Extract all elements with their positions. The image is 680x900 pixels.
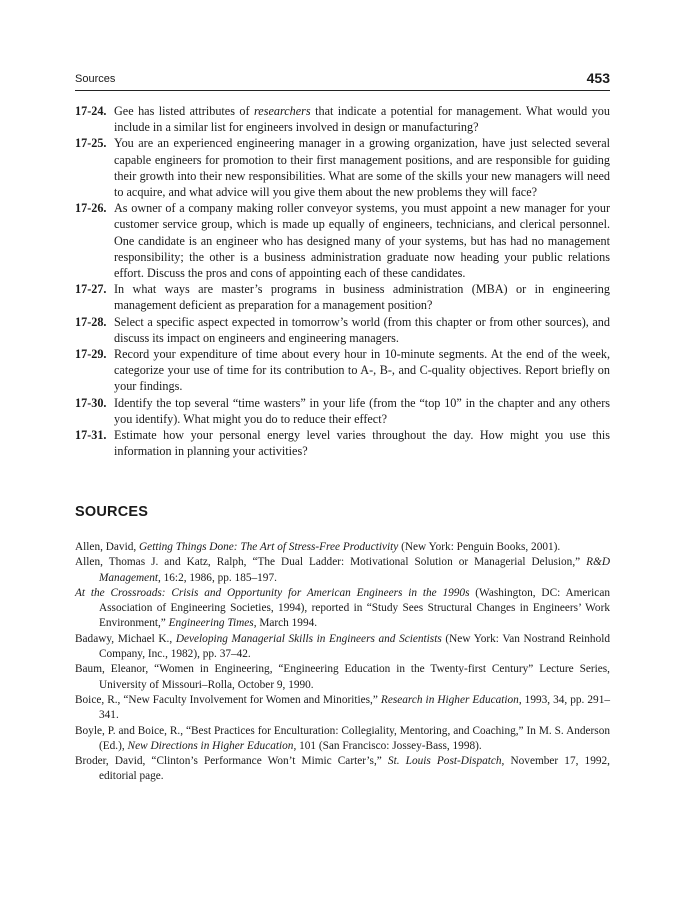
header-title: Sources xyxy=(75,73,116,85)
text-segment: Allen, Thomas J. and Katz, Ralph, “The Dual Ladder: Motivational Solution or Managerial Delusion,” xyxy=(75,556,587,569)
problem-item xyxy=(75,103,610,135)
running-header xyxy=(75,70,610,91)
text-segment: Select a specific aspect expected in tomorrow’s world (from this chapter or from other sources), and discuss its impact on engineers and engineering managers. xyxy=(114,314,610,345)
problem-item xyxy=(75,135,610,200)
problem-number: 17-27. xyxy=(75,282,107,297)
problem-text xyxy=(114,104,610,134)
text-segment: Baum, Eleanor, “Women in Engineering, “Engineering Education in the Twenty-first Century” Lecture Series, University of Missouri–Rolla, October 9, 1990. xyxy=(75,663,610,691)
problem-item xyxy=(75,314,610,346)
problem-text xyxy=(114,428,610,458)
source-entry xyxy=(75,693,610,724)
source-entry xyxy=(75,754,610,785)
problem-item xyxy=(75,346,610,395)
text-segment: (Washington, DC: American Association of Engineering Societies, 1994), reported in “Study Sees Structural Changes in Engineers’ Work Environment,” xyxy=(99,586,610,630)
text-segment: Estimate how your personal energy level varies throughout the day. How might you use this information in planning your activities? xyxy=(114,428,610,459)
problem-text xyxy=(114,396,610,426)
problem-text xyxy=(114,201,610,280)
source-entry xyxy=(75,662,610,693)
problem-number: 17-28. xyxy=(75,314,107,329)
italic-text: St. Louis Post-Dispatch xyxy=(387,755,502,768)
source-entry xyxy=(75,586,610,632)
text-segment: Record your expenditure of time about every hour in 10-minute segments. At the end of the week, categorize your use of time for its contribution to A-, B-, and C-quality objectives. Report briefly on your findings. xyxy=(114,347,610,394)
problem-item xyxy=(75,427,610,459)
italic-text: researchers xyxy=(254,104,311,118)
text-segment: As owner of a company making roller conveyor systems, you must appoint a new manager for your customer service group, which is made up equally of engineers, technicians, and clerical personnel. One candidate is an engineer who has designed many of your systems, but has had no management responsibility; the other is a business administration graduate now heading your public relations effort. Discuss the pros and cons of appointing each of these candidates. xyxy=(114,201,610,281)
text-segment: In what ways are master’s programs in business administration (MBA) or in engineering management deficient as preparation for a management position? xyxy=(114,282,610,313)
problem-number: 17-29. xyxy=(75,347,107,362)
text-segment: Allen, David, xyxy=(75,541,140,553)
text-segment: , 1993, 34, pp. 291–341. xyxy=(99,693,610,722)
text-segment: Boice, R., “New Faculty Involvement for Women and Minorities,” xyxy=(75,693,381,706)
italic-text: Research in Higher Education xyxy=(380,693,519,706)
problem-item xyxy=(75,281,610,313)
text-segment: Identify the top several “time wasters” in your life (from the “top 10” in the chapter and any others you identify). What might you do to reduce their effect? xyxy=(114,395,610,426)
italic-text: At the Crossroads: Crisis and Opportunity for American Engineers in the 1990s xyxy=(75,586,470,599)
problem-number: 17-24. xyxy=(75,104,107,118)
problem-item xyxy=(75,200,610,281)
text-segment: Boyle, P. and Boice, R., “Best Practices for Enculturation: Collegiality, Mentoring, and Coaching,” In M. S. Anderson (Ed.), xyxy=(75,724,610,752)
text-segment: (New York: Van Nostrand Reinhold Company, Inc., 1982), pp. 37–42. xyxy=(99,632,611,661)
source-entry xyxy=(75,540,610,555)
sources-heading: SOURCES xyxy=(75,504,149,520)
problem-number: 17-26. xyxy=(75,201,107,216)
source-list xyxy=(75,540,610,785)
text-segment: You are an experienced engineering manager in a growing organization, have just selected several capable engineers for promotion to their first management positions, and are responsible for guiding their growth into their new responsibilities. What are some of the skills your new managers will need to acquire, and what advice will you give them about the new problems they will face? xyxy=(114,136,610,200)
problem-text xyxy=(114,315,610,345)
text-segment: , March 1994. xyxy=(253,617,318,630)
text-segment: Gee has listed attributes of xyxy=(114,104,254,118)
source-entry xyxy=(75,724,610,755)
italic-text: Engineering Times xyxy=(168,617,254,630)
text-segment: , November 17, 1992, editorial page. xyxy=(99,755,610,783)
italic-text: R&D Management xyxy=(99,556,610,584)
text-segment: Broder, David, “Clinton’s Performance Won’t Mimic Carter’s,” xyxy=(75,755,388,768)
source-entry xyxy=(75,632,610,663)
text-segment: that indicate a potential for management. What would you include in a similar list for engineers involved in design or manufacturing? xyxy=(114,104,610,135)
text-segment: Badawy, Michael K., xyxy=(75,632,176,645)
problem-item xyxy=(75,395,610,427)
italic-text: Getting Things Done: The Art of Stress-Free Productivity xyxy=(139,541,399,553)
problem-text xyxy=(114,282,610,312)
problem-number: 17-25. xyxy=(75,136,107,151)
problem-text xyxy=(114,347,610,393)
problem-list xyxy=(75,103,610,459)
source-entry xyxy=(75,555,610,586)
italic-text: Developing Managerial Skills in Engineers and Scientists xyxy=(175,632,442,645)
problem-number: 17-30. xyxy=(75,395,107,410)
problem-number: 17-31. xyxy=(75,428,107,443)
page-number: 453 xyxy=(586,70,610,86)
text-segment: , 101 (San Francisco: Jossey-Bass, 1998). xyxy=(293,739,482,752)
text-segment: , 16:2, 1986, pp. 185–197. xyxy=(157,571,277,584)
problem-text xyxy=(114,136,610,199)
italic-text: New Directions in Higher Education xyxy=(127,739,294,752)
text-segment: (New York: Penguin Books, 2001). xyxy=(398,541,561,553)
